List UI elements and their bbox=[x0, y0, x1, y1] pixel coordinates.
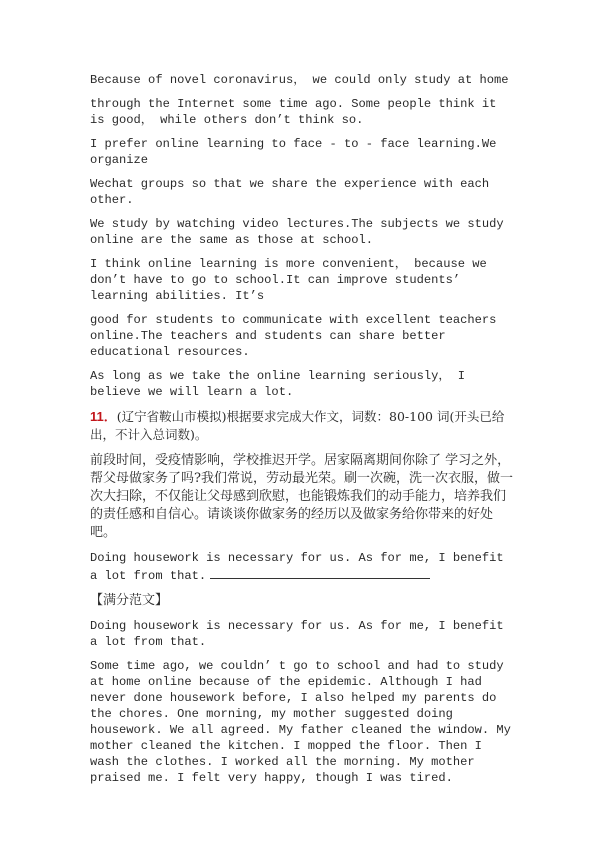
essay-paragraph: I prefer online learning to face - to - face learning.We organize bbox=[90, 137, 497, 167]
essay-paragraph: As long as we take the online learning seriously， I believe we will learn a lot. bbox=[90, 369, 465, 399]
document-page bbox=[90, 72, 515, 794]
essay-paragraph: through the Internet some time ago. Some people think it is good， while others don’t think so. bbox=[90, 97, 497, 127]
model-answer-opening: Doing housework is necessary for us. As for me, I benefit a lot from that. bbox=[90, 619, 504, 649]
essay-paragraph: I think online learning is more convenient， because we don’t have to go to school.It can improve students’ learning abilities. It’s bbox=[90, 257, 487, 303]
model-answer-body: Some time ago, we couldn’ t go to school and had to study at home online because of the epidemic. Although I had never done housework before, I also helped my parents do the chores. One morning, my mother suggested doing housework. We all agreed. My father cleaned the window. My mother cleaned the kitchen. I mopped the floor. Then I wash the clothes. I worked all the morning. My mother praised me. I felt very happy, though I was tired. bbox=[90, 659, 511, 785]
question-number: 11． bbox=[90, 409, 117, 424]
essay-paragraph: Wechat groups so that we share the experience with each other. bbox=[90, 177, 490, 207]
answer-blank-line bbox=[210, 566, 430, 579]
question-prompt: 前段时间，受疫情影响，学校推迟开学。居家隔离期间你除了 学习之外，帮父母做家务了吗?我们常说，劳动最光荣。刷一次碗，洗一次衣服，做一次大扫除，不仅能让父母感到欣慰，也能锻炼我们的动手能力，培养我们的责任感和自信心。请谈谈你做家务的经历以及做家务给你带来的好处吧。 bbox=[90, 453, 513, 540]
question-opening bbox=[90, 550, 515, 584]
essay-paragraph: good for students to communicate with excellent teachers online.The teachers and students can share better educational resources. bbox=[90, 313, 497, 359]
essay-paragraph: We study by watching video lectures.The subjects we study online are the same as those at school. bbox=[90, 217, 504, 247]
question-instructions: (辽宁省鞍山市模拟)根据要求完成大作文，词数：80-100 词(开头已给出，不计入总词数)。 bbox=[90, 409, 505, 442]
model-answer-title: 【满分范文】 bbox=[90, 593, 169, 608]
question-header bbox=[90, 408, 515, 444]
opening-text: Doing housework is necessary for us. As for me, I benefit a lot from that. bbox=[90, 551, 504, 583]
essay-paragraph: Because of novel coronavirus， we could only study at home bbox=[90, 73, 509, 87]
